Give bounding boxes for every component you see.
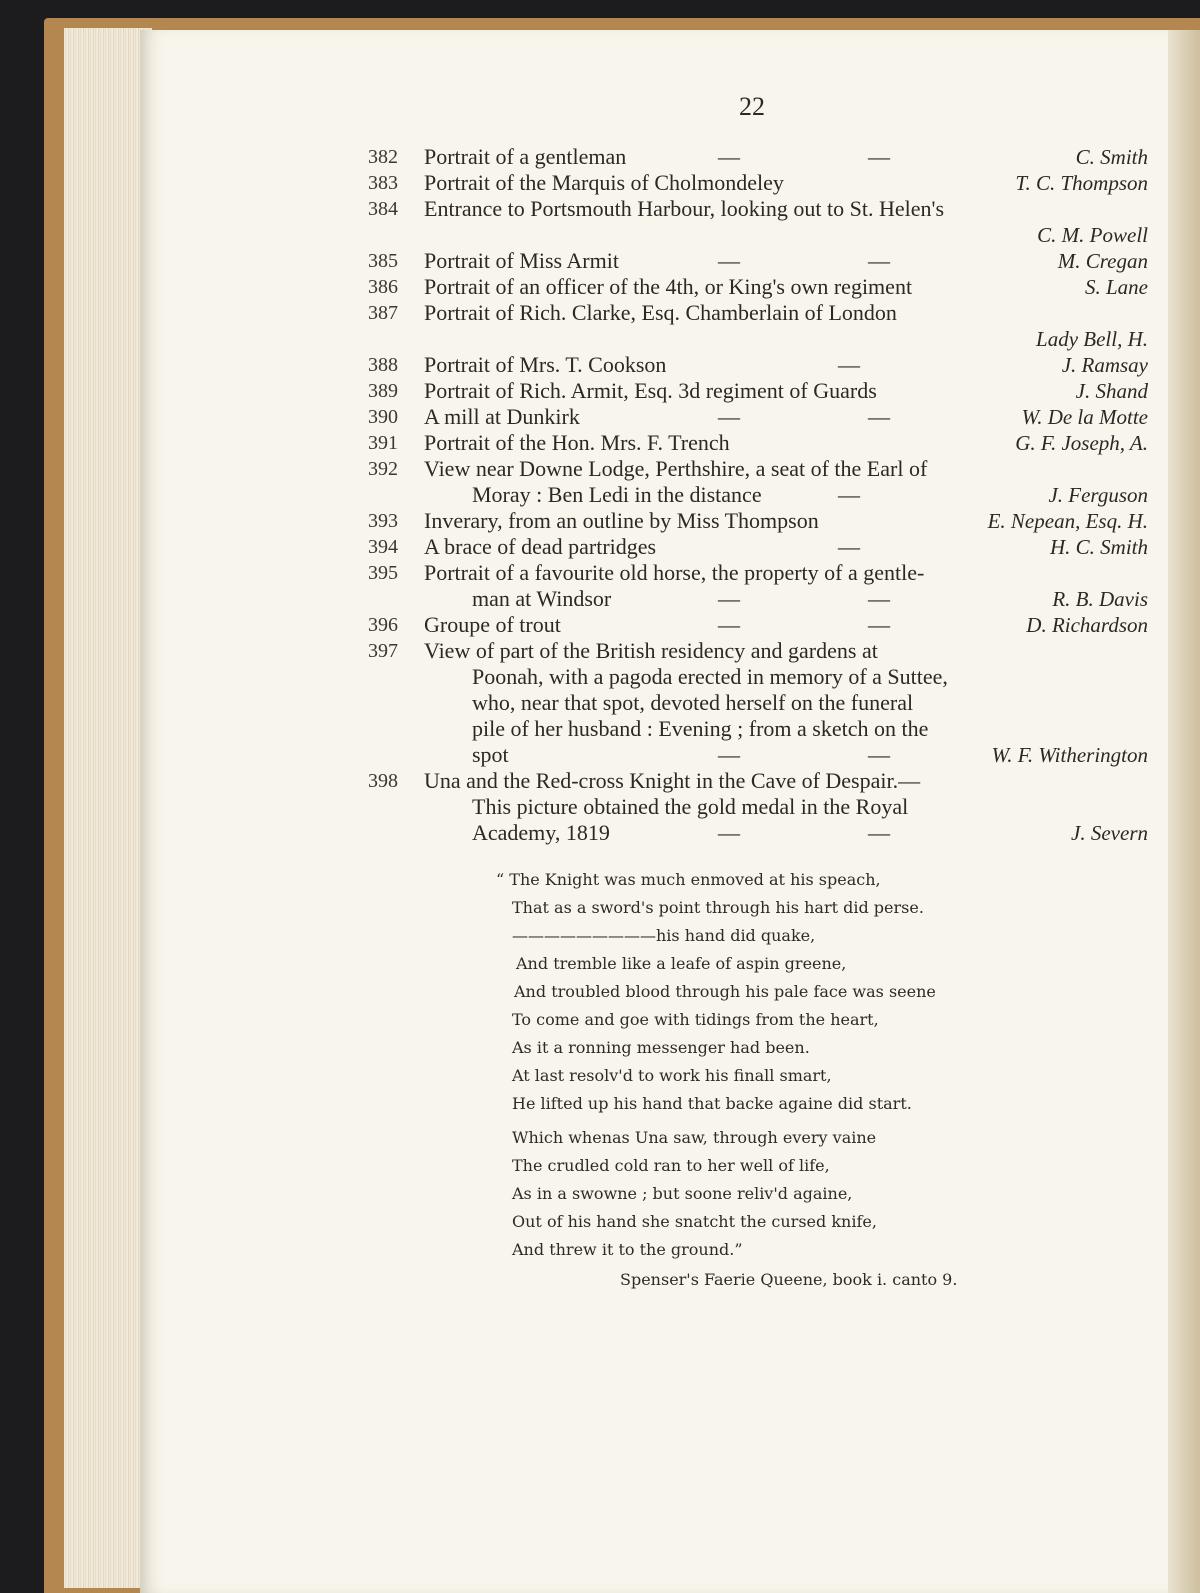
entry-number: 384 [368, 198, 398, 220]
verse-line: As in a swowne ; but soone reliv'd againe, [512, 1184, 853, 1203]
leader-dash: — [868, 586, 890, 611]
leader-dash: — [718, 742, 740, 767]
verse-line: That as a sword's point through his hart did perse. [512, 898, 924, 917]
entry-number: 398 [368, 770, 398, 792]
entry-title-line: Portrait of Rich. Armit, Esq. 3d regiment of Guards [424, 378, 877, 403]
entry-title-line: Moray : Ben Ledi in the distance [472, 482, 762, 507]
entry-title-line: Portrait of an officer of the 4th, or King's own regiment [424, 274, 913, 299]
verse-line: —————————his hand did quake, [512, 926, 816, 945]
verse-line: Which whenas Una saw, through every vaine [512, 1128, 877, 1147]
verse-line: “ The Knight was much enmoved at his speach, [496, 870, 881, 889]
entry-number: 390 [368, 406, 398, 428]
leader-dash: — [718, 612, 740, 637]
entry-artist: C. M. Powell [1037, 223, 1148, 247]
entry-title-line: View of part of the British residency and gardens at [424, 638, 878, 663]
entry-artist: J. Ferguson [1048, 483, 1148, 507]
verse-line: And threw it to the ground.” [512, 1240, 743, 1259]
entry-title-line: spot [472, 742, 509, 767]
entry-number: 386 [368, 276, 398, 298]
leader-dash: — [838, 352, 860, 377]
entry-title-line: Una and the Red-cross Knight in the Cave of Despair.— [424, 768, 921, 793]
leader-dash: — [868, 404, 890, 429]
entry-number: 383 [368, 172, 398, 194]
verse-line: To come and goe with tidings from the heart, [512, 1010, 879, 1029]
entry-title-line: A brace of dead partridges [424, 534, 657, 559]
entry-artist: J. Shand [1075, 379, 1148, 403]
verse-line: He lifted up his hand that backe againe did start. [512, 1094, 912, 1113]
entry-title-line: View near Downe Lodge, Perthshire, a seat of the Earl of [424, 456, 928, 481]
entry-number: 388 [368, 354, 398, 376]
entry-artist: Lady Bell, H. [1036, 327, 1148, 351]
verse-line: And tremble like a leafe of aspin greene, [516, 954, 847, 973]
entry-title-line: This picture obtained the gold medal in the Royal [472, 794, 909, 819]
entry-artist: S. Lane [1085, 275, 1148, 299]
entry-artist: J. Ramsay [1061, 353, 1148, 377]
entry-number: 385 [368, 250, 398, 272]
verse-line: And troubled blood through his pale face was seene [514, 982, 936, 1001]
entry-artist: H. C. Smith [1049, 535, 1148, 559]
verse-citation: Spenser's Faerie Queene, book i. canto 9. [620, 1270, 958, 1289]
entry-title-line: Inverary, from an outline by Miss Thompson [424, 508, 819, 533]
entry-number: 391 [368, 432, 398, 454]
verse-line: Out of his hand she snatcht the cursed knife, [512, 1212, 877, 1231]
entry-title-line: Entrance to Portsmouth Harbour, looking out to St. Helen's [424, 196, 945, 221]
entry-artist: W. De la Motte [1021, 405, 1148, 429]
leader-dash: — [868, 248, 890, 273]
entry-title-line: Portrait of Mrs. T. Cookson [424, 352, 667, 377]
leader-dash: — [838, 482, 860, 507]
entry-title-line: who, near that spot, devoted herself on the funeral [472, 690, 914, 715]
entry-number: 387 [368, 302, 398, 324]
page-number: 22 [739, 92, 765, 121]
entry-title-line: A mill at Dunkirk [424, 404, 580, 429]
leader-dash: — [868, 820, 890, 845]
entry-number: 396 [368, 614, 398, 636]
entry-title-line: Portrait of the Hon. Mrs. F. Trench [424, 430, 730, 455]
entry-artist: T. C. Thompson [1015, 171, 1148, 195]
verse-line: At last resolv'd to work his finall smart, [512, 1066, 832, 1085]
entry-artist: M. Cregan [1057, 249, 1148, 273]
entry-artist: E. Nepean, Esq. H. [987, 509, 1148, 533]
entry-title-line: Groupe of trout [424, 612, 561, 637]
entry-artist: G. F. Joseph, A. [1015, 431, 1148, 455]
leader-dash: — [718, 404, 740, 429]
entry-title-line: pile of her husband : Evening ; from a sketch on the [472, 716, 929, 741]
entry-artist: C. Smith [1075, 145, 1148, 169]
entry-number: 395 [368, 562, 398, 584]
entry-artist: R. B. Davis [1052, 587, 1148, 611]
entry-number: 393 [368, 510, 398, 532]
entry-artist: J. Severn [1071, 821, 1148, 845]
verse-line: The crudled cold ran to her well of life, [512, 1156, 830, 1175]
entry-number: 397 [368, 640, 398, 662]
entry-artist: W. F. Witherington [991, 743, 1148, 767]
entry-title-line: Portrait of Miss Armit [424, 248, 619, 273]
entry-title-line: Poonah, with a pagoda erected in memory of a Suttee, [472, 664, 948, 689]
leader-dash: — [718, 820, 740, 845]
entry-artist: D. Richardson [1026, 613, 1148, 637]
leader-dash: — [838, 534, 860, 559]
entry-title-line: man at Windsor [472, 586, 612, 611]
leader-dash: — [718, 144, 740, 169]
entry-number: 392 [368, 458, 398, 480]
entry-title-line: Academy, 1819 [472, 820, 610, 845]
leader-dash: — [868, 144, 890, 169]
entry-title-line: Portrait of Rich. Clarke, Esq. Chamberlain of London [424, 300, 897, 325]
leader-dash: — [868, 742, 890, 767]
leader-dash: — [868, 612, 890, 637]
entry-title-line: Portrait of a favourite old horse, the property of a gentle- [424, 560, 925, 585]
entry-title-line: Portrait of a gentleman [424, 144, 627, 169]
entry-number: 389 [368, 380, 398, 402]
entry-number: 382 [368, 146, 398, 168]
leader-dash: — [718, 586, 740, 611]
leader-dash: — [718, 248, 740, 273]
entry-number: 394 [368, 536, 398, 558]
verse-line: As it a ronning messenger had been. [512, 1038, 810, 1057]
entry-title-line: Portrait of the Marquis of Cholmondeley [424, 170, 784, 195]
